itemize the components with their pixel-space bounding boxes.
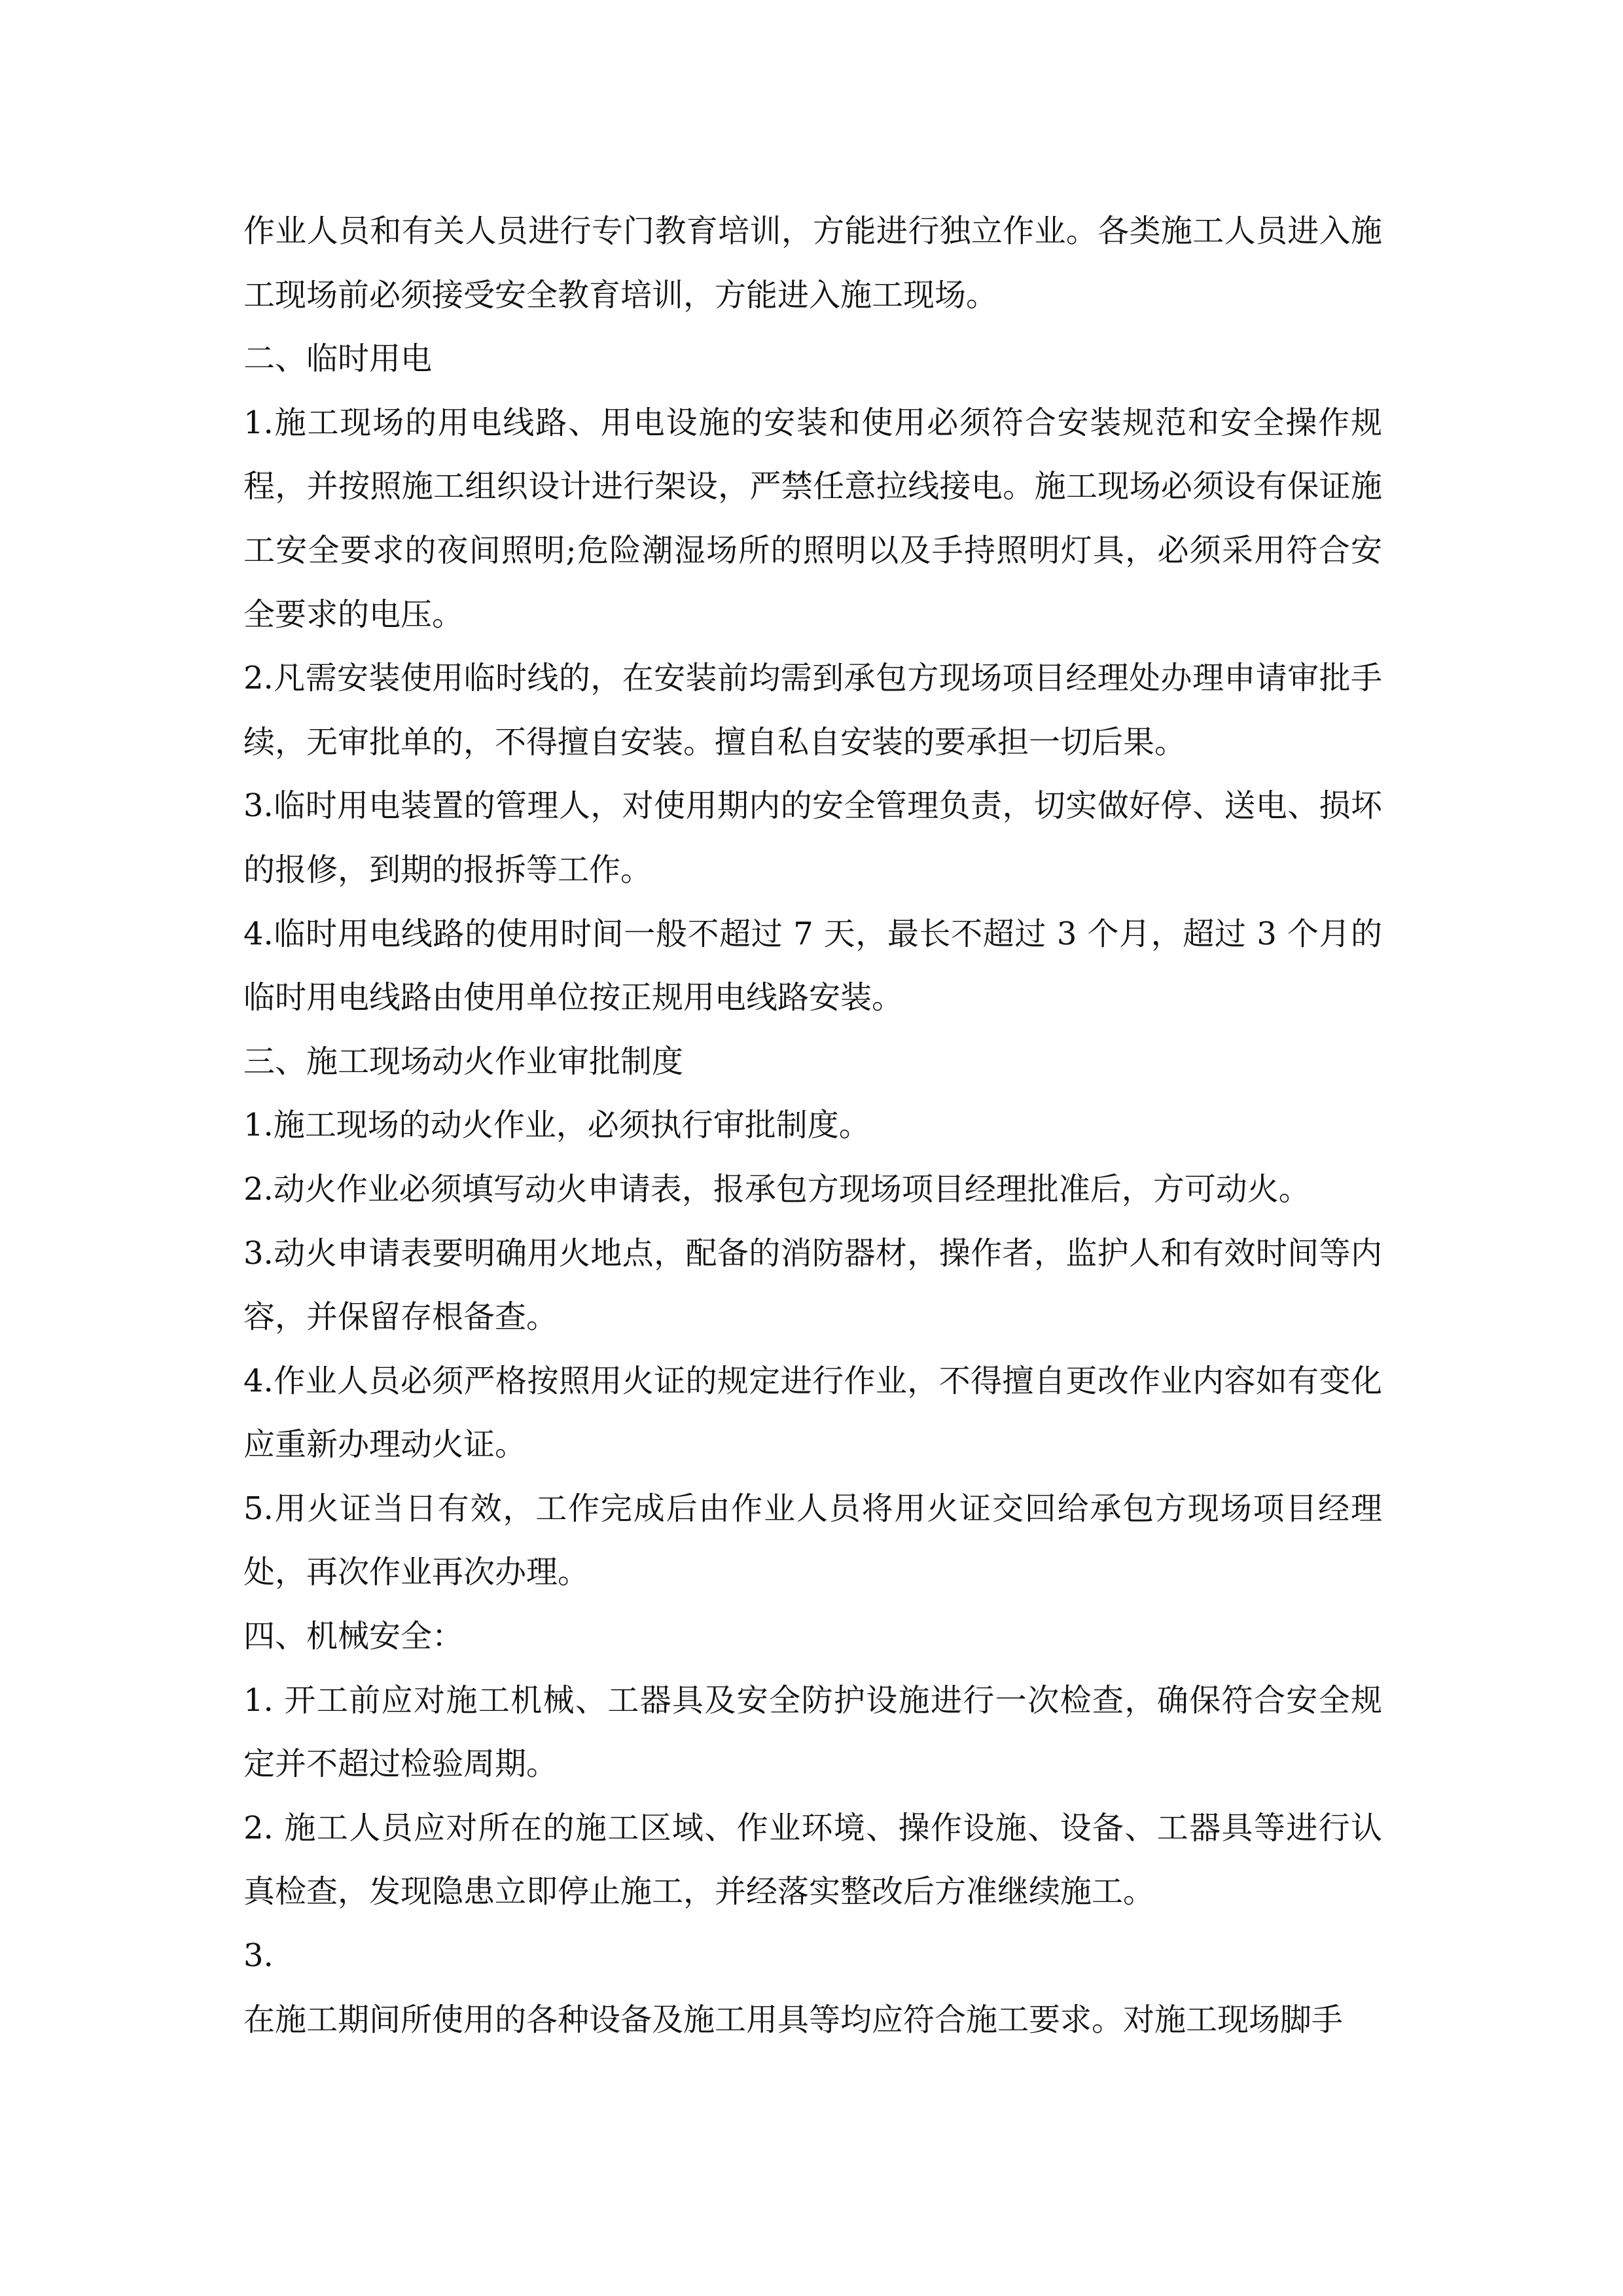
paragraph-intro-continuation: 作业人员和有关人员进行专门教育培训，方能进行独立作业。各类施工人员进入施工现场前必须接受安全教育培训，方能进入施工现场。 (243, 213, 1382, 314)
paragraph-electricity-item-1: 1.施工现场的用电线路、用电设施的安装和使用必须符合安装规范和安全操作规程，并按照施工组织设计进行架设，严禁任意拉线接电。施工现场必须设有保证施工安全要求的夜间照明;危险潮湿场所的照明以及手持照明灯具，必须采用符合安全要求的电压。 (243, 404, 1382, 633)
paragraph-machinery-item-2: 2. 施工人员应对所在的施工区域、作业环境、操作设施、设备、工器具等进行认真检查，发现隐患立即停止施工，并经落实整改后方准继续施工。 (243, 1809, 1382, 1910)
paragraph-machinery-item-3-text: 在施工期间所使用的各种设备及施工用具等均应符合施工要求。对施工现场脚手 (243, 2001, 1344, 2038)
paragraph-electricity-item-2: 2.凡需安装使用临时线的，在安装前均需到承包方现场项目经理处办理申请审批手续，无审批单的，不得擅自安装。擅自私自安装的要承担一切后果。 (243, 660, 1382, 761)
paragraph-hot-work-item-3: 3.动火申请表要明确用火地点，配备的消防器材，操作者，监护人和有效时间等内容，并保留存根备查。 (243, 1234, 1382, 1336)
paragraph-hot-work-item-2: 2.动火作业必须填写动火申请表，报承包方现场项目经理批准后，方可动火。 (243, 1170, 1310, 1208)
paragraph-electricity-item-3: 3.临时用电装置的管理人，对使用期内的安全管理负责，切实做好停、送电、损坏的报修，到期的报拆等工作。 (243, 787, 1382, 888)
paragraph-electricity-item-4: 4.临时用电线路的使用时间一般不超过 7 天，最长不超过 3 个月，超过 3 个月的临时用电线路由使用单位按正规用电线路安装。 (243, 915, 1382, 1016)
paragraph-hot-work-item-4: 4.作业人员必须严格按照用火证的规定进行作业，不得擅自更改作业内容如有变化应重新办理动火证。 (243, 1362, 1382, 1463)
section-heading-hot-work-approval: 三、施工现场动火作业审批制度 (243, 1043, 684, 1080)
section-heading-machinery-safety: 四、机械安全： (243, 1618, 464, 1655)
paragraph-hot-work-item-1: 1.施工现场的动火作业，必须执行审批制度。 (243, 1107, 870, 1144)
paragraph-machinery-item-1: 1. 开工前应对施工机械、工器具及安全防护设施进行一次检查，确保符合安全规定并不超过检验周期。 (243, 1681, 1382, 1783)
document-body (243, 200, 1382, 2052)
section-heading-temporary-electricity: 二、临时用电 (243, 340, 433, 378)
paragraph-machinery-item-3-number: 3. (243, 1937, 274, 1975)
paragraph-hot-work-item-5: 5.用火证当日有效，工作完成后由作业人员将用火证交回给承包方现场项目经理处，再次作业再次办理。 (243, 1490, 1382, 1591)
